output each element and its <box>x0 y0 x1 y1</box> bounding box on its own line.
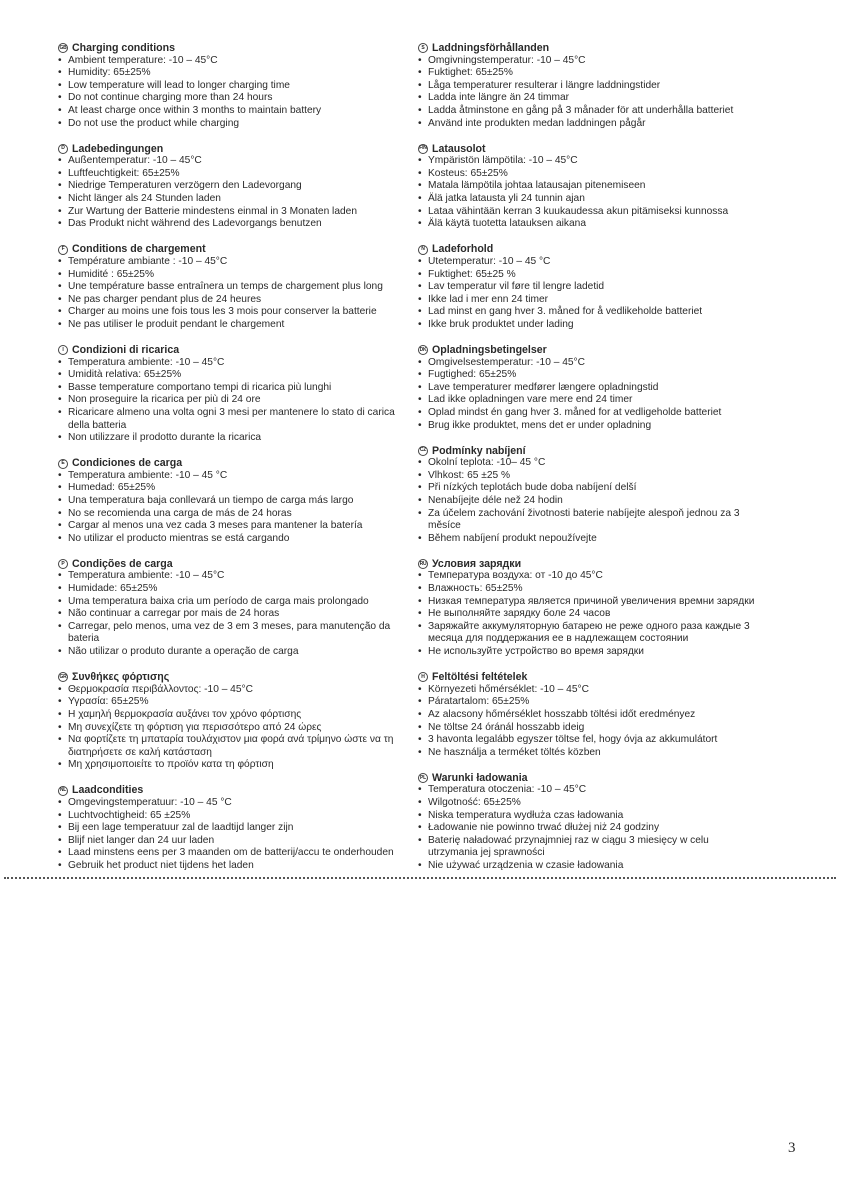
list-item: • Η χαμηλή θερμοκρασία αυξάνει τον χρόνο φόρτισης <box>58 709 396 722</box>
section-title: Opladningsbetingelser <box>432 343 547 356</box>
condition-list <box>58 570 396 658</box>
list-item: • Cargar al menos una vez cada 3 meses para mantener la batería <box>58 520 396 533</box>
list-item: • Älä jatka latausta yli 24 tunnin ajan <box>418 193 758 206</box>
list-item: • Не выполняйте зарядку боле 24 часов <box>418 608 758 621</box>
section-title: Latausolot <box>432 142 486 155</box>
list-item: • Lad ikke opladningen vare mere end 24 timer <box>418 394 758 407</box>
condition-list <box>58 357 396 445</box>
section-title: Ladebedingungen <box>72 142 164 155</box>
list-item: • Ladda åtminstone en gång på 3 månader för att underhålla batteriet <box>418 105 758 118</box>
list-item: • Fuktighet: 65±25% <box>418 67 758 80</box>
language-badge-icon: NL <box>58 786 68 796</box>
condition-list <box>418 357 758 433</box>
list-item: • Humidité : 65±25% <box>58 269 396 282</box>
section-s <box>418 42 758 130</box>
condition-list <box>58 155 396 231</box>
language-badge-icon: DK <box>418 345 428 355</box>
list-item: • Temperatura ambiente: -10 – 45°C <box>58 570 396 583</box>
list-item: • Páratartalom: 65±25% <box>418 696 758 709</box>
section-heading <box>418 42 758 55</box>
dotted-divider <box>4 877 836 879</box>
condition-list <box>58 797 396 873</box>
list-item: • Niedrige Temperaturen verzögern den Ladevorgang <box>58 180 396 193</box>
language-badge-icon: I <box>58 345 68 355</box>
list-item: • Temperatura ambiente: -10 – 45°C <box>58 357 396 370</box>
language-badge-icon: RU <box>418 559 428 569</box>
section-nl <box>58 784 396 872</box>
list-item: • Humedad: 65±25% <box>58 482 396 495</box>
list-item: • Omgivningstemperatur: -10 – 45°C <box>418 55 758 68</box>
list-item: • Nicht länger als 24 Stunden laden <box>58 193 396 206</box>
language-badge-icon: PL <box>418 773 428 783</box>
list-item: • Μη συνεχίζετε τη φόρτιση για περισσότερο από 24 ώρες <box>58 722 396 735</box>
condition-list <box>418 784 758 872</box>
condition-list <box>418 457 758 545</box>
list-item: • Wilgotność: 65±25% <box>418 797 758 810</box>
language-badge-icon: P <box>58 559 68 569</box>
section-title: Ladeforhold <box>432 243 494 256</box>
section-heading <box>58 784 396 797</box>
list-item: • Lav temperatur vil føre til lengre ladetid <box>418 281 758 294</box>
section-heading <box>58 558 396 571</box>
list-item: • Uma temperatura baixa cria um período de carga mais prolongado <box>58 596 396 609</box>
list-item: • Ne pas utiliser le produit pendant le chargement <box>58 319 396 332</box>
section-heading <box>418 143 758 156</box>
list-item: • Lave temperaturer medfører længere opladningstid <box>418 382 758 395</box>
list-item: • Za účelem zachování životnosti baterie nabíjejte alespoň jednou za 3 měsíce <box>418 508 758 533</box>
section-heading <box>58 42 396 55</box>
section-d <box>58 143 396 231</box>
language-badge-icon: GR <box>58 672 68 682</box>
list-item: • 3 havonta legalább egyszer töltse fel, hogy óvja az akkumulátort <box>418 734 758 747</box>
language-badge-icon: GB <box>58 43 68 53</box>
list-item: • Temperatura ambiente: -10 – 45 °C <box>58 470 396 483</box>
list-item: • Влажность: 65±25% <box>418 583 758 596</box>
section-title: Condiciones de carga <box>72 457 183 470</box>
list-item: • Fuktighet: 65±25 % <box>418 269 758 282</box>
section-heading <box>418 243 758 256</box>
list-item: • At least charge once within 3 months to maintain battery <box>58 105 396 118</box>
list-item: • Une température basse entraînera un temps de chargement plus long <box>58 281 396 294</box>
section-n <box>418 243 758 331</box>
list-item: • Не используйте устройство во время зарядки <box>418 646 758 659</box>
list-item: • Během nabíjení produkt nepoužívejte <box>418 533 758 546</box>
condition-list <box>418 256 758 332</box>
list-item: • Älä käytä tuotetta latauksen aikana <box>418 218 758 231</box>
list-item: • Charger au moins une fois tous les 3 mois pour conserver la batterie <box>58 306 396 319</box>
list-item: • Vlhkost: 65 ±25 % <box>418 470 758 483</box>
list-item: • Ladda inte längre än 24 timmar <box>418 92 758 105</box>
section-heading <box>418 671 758 684</box>
language-badge-icon: H <box>418 672 428 682</box>
language-badge-icon: S <box>418 43 428 53</box>
section-heading <box>58 671 396 684</box>
list-item: • No se recomienda una carga de más de 24 horas <box>58 508 396 521</box>
list-item: • Okolní teplota: -10– 45 °C <box>418 457 758 470</box>
list-item: • Não continuar a carregar por mais de 24 horas <box>58 608 396 621</box>
list-item: • Una temperatura baja conllevará un tiempo de carga más largo <box>58 495 396 508</box>
list-item: • Låga temperaturer resulterar i längre laddningstider <box>418 80 758 93</box>
list-item: • Außentemperatur: -10 – 45°C <box>58 155 396 168</box>
section-title: Warunki ładowania <box>432 771 528 784</box>
list-item: • Non proseguire la ricarica per più di 24 ore <box>58 394 396 407</box>
list-item: • Nenabíjejte déle než 24 hodin <box>418 495 758 508</box>
list-item: • Lataa vähintään kerran 3 kuukaudessa akun pitämiseksi kunnossa <box>418 206 758 219</box>
list-item: • Oplad mindst én gang hver 3. måned for at vedligeholde batteriet <box>418 407 758 420</box>
list-item: • Az alacsony hőmérséklet hosszabb töltési időt eredményez <box>418 709 758 722</box>
section-e <box>58 457 396 545</box>
condition-list <box>418 155 758 231</box>
section-heading <box>418 772 758 785</box>
section-title: Podmínky nabíjení <box>432 444 526 457</box>
list-item: • Bij een lage temperatuur zal de laadtijd langer zijn <box>58 822 396 835</box>
list-item: • Humidity: 65±25% <box>58 67 396 80</box>
section-title: Condições de carga <box>72 557 173 570</box>
list-item: • Zur Wartung der Batterie mindestens einmal in 3 Monaten laden <box>58 206 396 219</box>
condition-list <box>418 55 758 131</box>
section-ru <box>418 558 758 659</box>
list-item: • Kosteus: 65±25% <box>418 168 758 181</box>
section-heading <box>58 143 396 156</box>
list-item: • Baterię naładować przynajmniej raz w ciągu 3 miesięcy w celu utrzymania jej sprawności <box>418 835 758 860</box>
list-item: • Температура воздуха: от -10 до 45°C <box>418 570 758 583</box>
section-fin <box>418 143 758 231</box>
condition-list <box>58 256 396 332</box>
language-badge-icon: FIN <box>418 144 428 154</box>
list-item: • Υγρασία: 65±25% <box>58 696 396 709</box>
list-item: • Ładowanie nie powinno trwać dłużej niż 24 godziny <box>418 822 758 835</box>
section-title: Charging conditions <box>72 42 175 54</box>
list-item: • Ne pas charger pendant plus de 24 heures <box>58 294 396 307</box>
section-title: Laadcondities <box>72 784 144 797</box>
list-item: • Do not use the product while charging <box>58 118 396 131</box>
section-heading <box>58 243 396 256</box>
language-badge-icon: CZ <box>418 446 428 456</box>
list-item: • Ne töltse 24 óránál hosszabb ideig <box>418 722 758 735</box>
section-h <box>418 671 758 759</box>
condition-list <box>418 570 758 658</box>
list-item: • Lad minst en gang hver 3. måned for å vedlikeholde batteriet <box>418 306 758 319</box>
list-item: • Μη χρησιμοποιείτε το προϊόν κατα τη φόρτιση <box>58 759 396 772</box>
list-item: • Při nízkých teplotách bude doba nabíjení delší <box>418 482 758 495</box>
list-item: • Brug ikke produktet, mens det er under opladning <box>418 420 758 433</box>
section-f <box>58 243 396 331</box>
section-title: Laddningsförhållanden <box>432 42 550 54</box>
left-column <box>58 42 396 885</box>
language-badge-icon: D <box>58 144 68 154</box>
list-item: • Omgivelsestemperatur: -10 – 45°C <box>418 357 758 370</box>
list-item: • Környezeti hőmérséklet: -10 – 45°C <box>418 684 758 697</box>
list-item: • Das Produkt nicht während des Ladevorgangs benutzen <box>58 218 396 231</box>
list-item: • Omgevingstemperatuur: -10 – 45 °C <box>58 797 396 810</box>
list-item: • Ympäristön lämpötila: -10 – 45°C <box>418 155 758 168</box>
list-item: • Blijf niet langer dan 24 uur laden <box>58 835 396 848</box>
list-item: • Niska temperatura wydłuża czas ładowania <box>418 810 758 823</box>
list-item: • Luftfeuchtigkeit: 65±25% <box>58 168 396 181</box>
section-title: Συνθήκες φόρτισης <box>72 671 170 684</box>
language-badge-icon: N <box>418 245 428 255</box>
list-item: • Basse temperature comportano tempi di ricarica più lunghi <box>58 382 396 395</box>
list-item: • Заряжайте аккумуляторную батарею не реже одного раза каждые 3 месяца для поддержания ее в надлежащем состоянии <box>418 621 758 646</box>
list-item: • Fugtighed: 65±25% <box>418 369 758 382</box>
list-item: • Low temperature will lead to longer charging time <box>58 80 396 93</box>
section-gb <box>58 42 396 130</box>
section-pl <box>418 772 758 873</box>
list-item: • Низкая температура является причиной увеличения времни зарядки <box>418 596 758 609</box>
list-item: • Ne használja a terméket töltés közben <box>418 747 758 760</box>
list-item: • Luchtvochtigheid: 65 ±25% <box>58 810 396 823</box>
condition-list <box>58 684 396 772</box>
section-title: Condizioni di ricarica <box>72 343 180 356</box>
list-item: • Utetemperatur: -10 – 45 °C <box>418 256 758 269</box>
section-dk <box>418 344 758 432</box>
language-badge-icon: F <box>58 245 68 255</box>
list-item: • Använd inte produkten medan laddningen pågår <box>418 118 758 131</box>
list-item: • Não utilizar o produto durante a operação de carga <box>58 646 396 659</box>
list-item: • Temperatura otoczenia: -10 – 45°C <box>418 784 758 797</box>
list-item: • Να φορτίζετε τη μπαταρία τουλάχιστον μια φορά ανά τρίμηνο ώστε να τη διατηρήσετε σε καλή κατάσταση <box>58 734 396 759</box>
list-item: • Ambient temperature: -10 – 45°C <box>58 55 396 68</box>
section-p <box>58 558 396 659</box>
list-item: • Humidade: 65±25% <box>58 583 396 596</box>
list-item: • Nie używać urządzenia w czasie ładowania <box>418 860 758 873</box>
language-badge-icon: E <box>58 459 68 469</box>
section-gr <box>58 671 396 772</box>
condition-list <box>418 684 758 760</box>
list-item: • Ricaricare almeno una volta ogni 3 mesi per mantenere lo stato di carica della batteria <box>58 407 396 432</box>
right-column <box>418 42 758 885</box>
list-item: • Umidità relativa: 65±25% <box>58 369 396 382</box>
list-item: • Matala lämpötila johtaa latausajan pitenemiseen <box>418 180 758 193</box>
section-heading <box>58 457 396 470</box>
list-item: • Do not continue charging more than 24 hours <box>58 92 396 105</box>
list-item: • Carregar, pelo menos, uma vez de 3 em 3 meses, para manutenção da bateria <box>58 621 396 646</box>
condition-list <box>58 55 396 131</box>
page-number: 3 <box>788 1140 796 1156</box>
section-title: Feltöltési feltételek <box>432 671 528 684</box>
list-item: • Θερμοκρασία περιβάλλοντος: -10 – 45°C <box>58 684 396 697</box>
list-item: • No utilizar el producto mientras se está cargando <box>58 533 396 546</box>
section-cz <box>418 445 758 546</box>
list-item: • Ikke lad i mer enn 24 timer <box>418 294 758 307</box>
section-heading <box>418 558 758 571</box>
list-item: • Laad minstens eens per 3 maanden om de batterij/accu te onderhouden <box>58 847 396 860</box>
list-item: • Non utilizzare il prodotto durante la ricarica <box>58 432 396 445</box>
section-heading <box>418 344 758 357</box>
list-item: • Ikke bruk produktet under lading <box>418 319 758 332</box>
section-heading <box>418 445 758 458</box>
section-title: Conditions de chargement <box>72 243 206 256</box>
condition-list <box>58 470 396 546</box>
section-title: Условия зарядки <box>432 557 522 570</box>
list-item: • Température ambiante : -10 – 45°C <box>58 256 396 269</box>
section-heading <box>58 344 396 357</box>
list-item: • Gebruik het product niet tijdens het laden <box>58 860 396 873</box>
section-i <box>58 344 396 445</box>
